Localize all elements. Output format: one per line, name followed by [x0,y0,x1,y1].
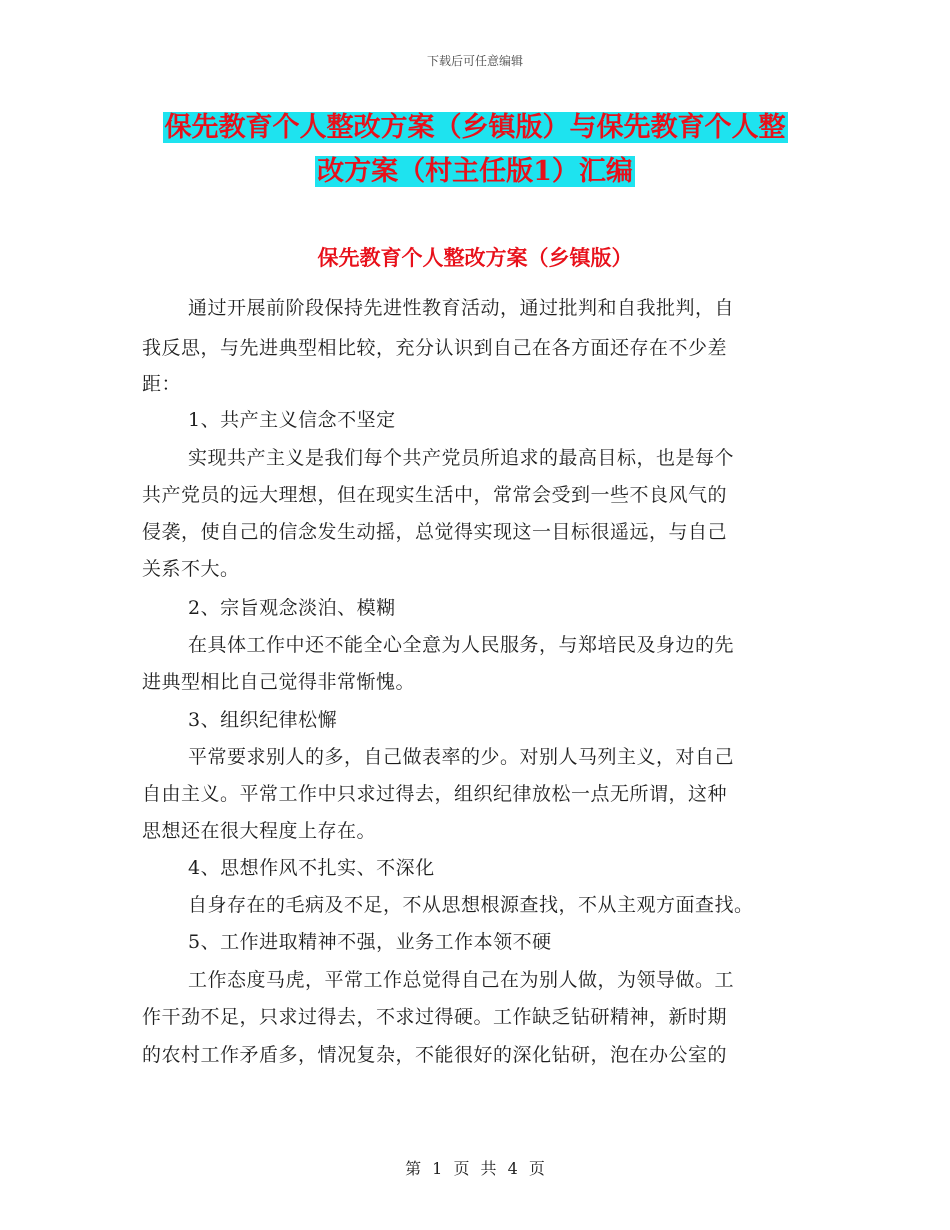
body-line: 平常要求别人的多，自己做表率的少。对别人马列主义，对自己 [188,746,735,768]
body-line: 思想还在很大程度上存在。 [142,820,377,842]
body-line: 自由主义。平常工作中只求过得去，组织纪律放松一点无所谓，这种 [142,783,728,805]
body-line: 关系不大。 [142,558,240,580]
section-title: 保先教育个人整改方案（乡镇版） [317,245,633,270]
body-line: 侵袭，使自己的信念发生动摇，总觉得实现这一目标很遥远，与自己 [142,521,728,543]
body-line: 我反思，与先进典型相比较，充分认识到自己在各方面还存在不少差 [142,337,728,359]
body-line: 共产党员的远大理想，但在现实生活中，常常会受到一些不良风气的 [142,484,728,506]
body-heading: 5、工作进取精神不强，业务工作本领不硬 [188,931,552,953]
page-header: 下载后可任意编辑 [426,54,523,68]
body-line: 工作态度马虎，平常工作总觉得自己在为别人做，为领导做。工 [188,969,735,991]
document-title-line-2 [0,152,950,192]
page-footer: 第 1 页 共 4 页 [405,1159,545,1178]
body-heading: 1、共产主义信念不坚定 [188,409,396,431]
title-highlight-1: 保先教育个人整改方案（乡镇版）与保先教育个人整 [164,112,786,143]
body-line: 自身存在的毛病及不足，不从思想根源查找，不从主观方面查找。 [188,894,754,916]
title-highlight-2: 改方案（村主任版1）汇编 [317,156,633,187]
body-heading: 2、宗旨观念淡泊、模糊 [188,597,396,619]
body-line: 的农村工作矛盾多，情况复杂，不能很好的深化钻研，泡在办公室的 [142,1044,728,1066]
document-title-line-1 [0,108,950,148]
body-line: 实现共产主义是我们每个共产党员所追求的最高目标，也是每个 [188,447,735,469]
body-line: 距： [142,373,182,395]
body-heading: 4、思想作风不扎实、不深化 [188,857,435,879]
body-line: 作干劲不足，只求过得去，不求过得硬。工作缺乏钻研精神，新时期 [142,1006,728,1028]
body-heading: 3、组织纪律松懈 [188,709,338,731]
body-line: 进典型相比自己觉得非常惭愧。 [142,671,416,693]
body-line: 在具体工作中还不能全心全意为人民服务，与郑培民及身边的先 [188,634,735,656]
body-line: 通过开展前阶段保持先进性教育活动，通过批判和自我批判，自 [188,297,735,319]
